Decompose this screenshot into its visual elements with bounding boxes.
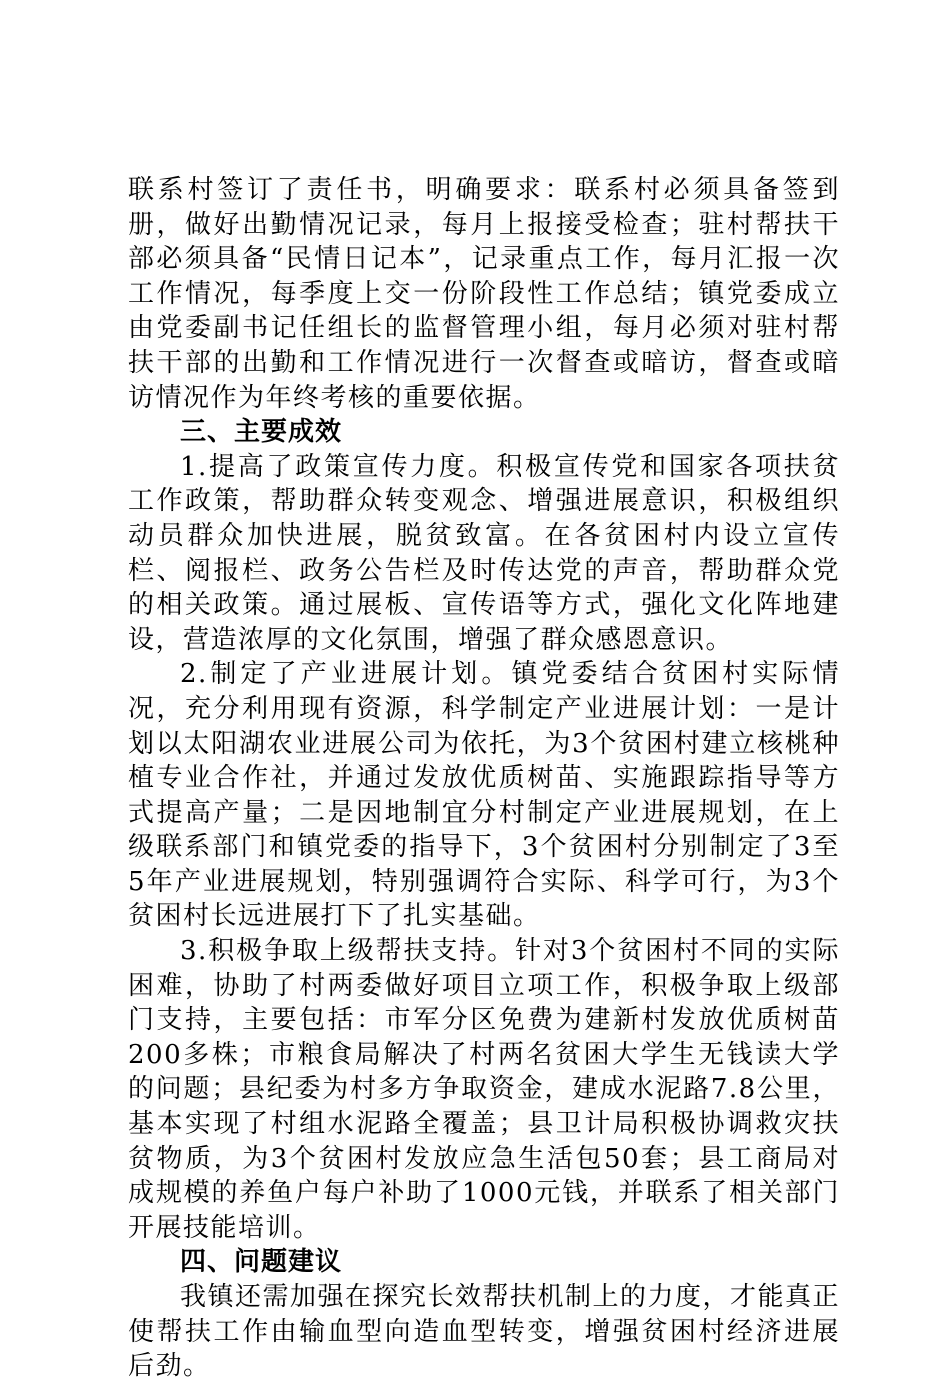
paragraph-suggestion: 我镇还需加强在探究长效帮扶机制上的力度，才能真正使帮扶工作由输血型向造血型转变，增强贫困村经济进展后劲。 <box>128 1282 841 1382</box>
document-body <box>128 173 840 1384</box>
heading-issues-suggestions: 四、问题建议 <box>180 1247 343 1278</box>
paragraph-policy-promotion: 1.提高了政策宣传力度。积极宣传党和国家各项扶贫工作政策，帮助群众转变观念、增强进展意识，积极组织动员群众加快进展，脱贫致富。在各贫困村内设立宣传栏、阅报栏、政务公告栏及时传达党的声音，帮助群众党的相关政策。通过展板、宣传语等方式，强化文化阵地建设，营造浓厚的文化氛围，增强了群众感恩意识。 <box>128 451 840 655</box>
paragraph-industry-plan: 2.制定了产业进展计划。镇党委结合贫困村实际情况，充分利用现有资源，科学制定产业进展计划：一是计划以太阳湖农业进展公司为依托，为3个贫困村建立核桃种植专业合作社，并通过发放优质树苗、实施跟踪指导等方式提高产量；二是因地制宜分村制定产业进展规划，在上级联系部门和镇党委的指导下，3个贫困村分别制定了3至5年产业进展规划，特别强调符合实际、科学可行，为3个贫困村长远进展打下了扎实基础。 <box>128 659 840 932</box>
heading-main-results: 三、主要成效 <box>180 417 343 448</box>
paragraph-responsibility: 联系村签订了责任书，明确要求：联系村必须具备签到册，做好出勤情况记录，每月上报接受检查；驻村帮扶干部必须具备“民情日记本”，记录重点工作，每月汇报一次工作情况，每季度上交一份阶段性工作总结；镇党委成立由党委副书记任组长的监督管理小组，每月必须对驻村帮扶干部的出勤和工作情况进行一次督查或暗访，督查或暗访情况作为年终考核的重要依据。 <box>128 175 840 413</box>
paragraph-support: 3.积极争取上级帮扶支持。针对3个贫困村不同的实际困难，协助了村两委做好项目立项工作，积极争取上级部门支持，主要包括：市军分区免费为建新村发放优质树苗200多株；市粮食局解决了村两名贫困大学生无钱读大学的问题；县纪委为村多方争取资金，建成水泥路7.8公里，基本实现了村组水泥路全覆盖；县卫计局积极协调救灾扶贫物质，为3个贫困村发放应急生活包50套；县工商局对成规模的养鱼户每户补助了1000元钱，并联系了相关部门开展技能培训。 <box>128 936 840 1243</box>
